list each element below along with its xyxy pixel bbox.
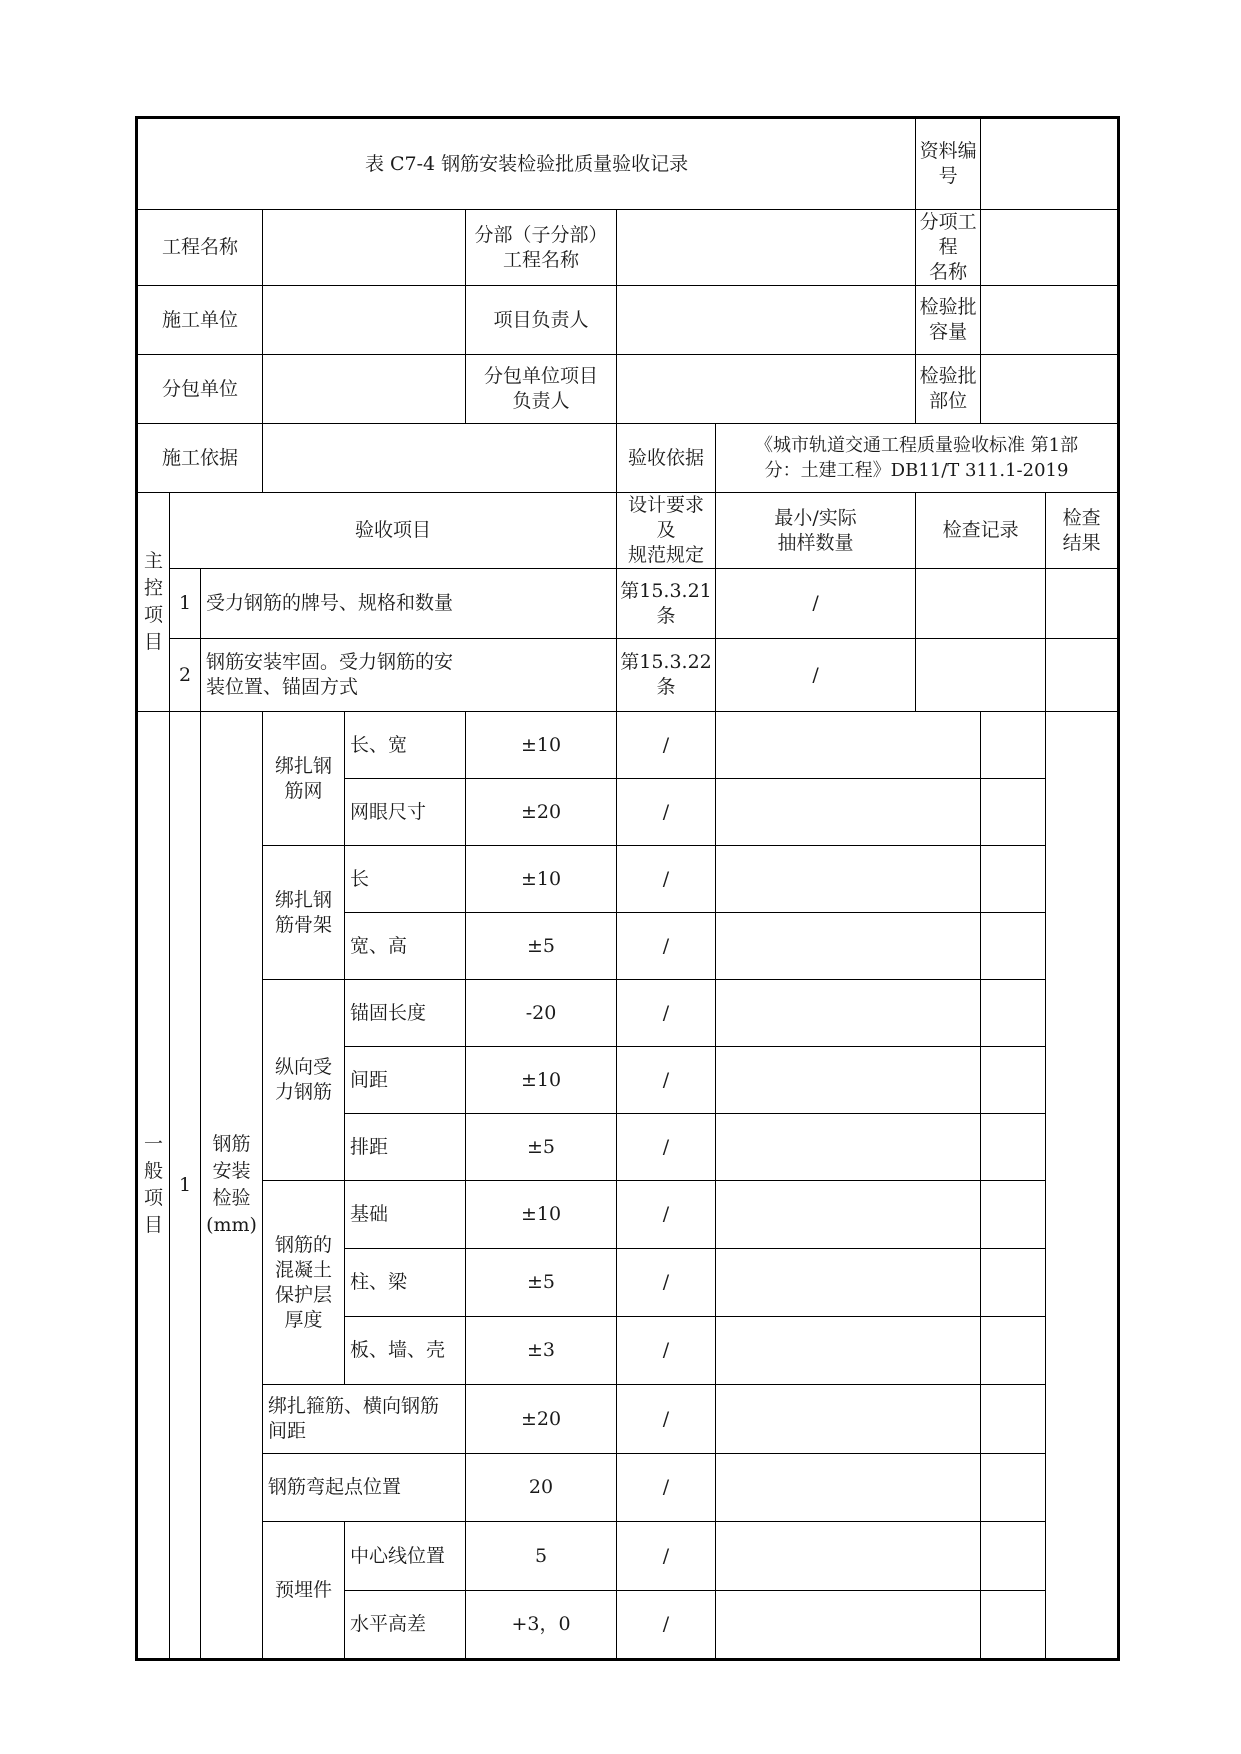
col-item-header: 验收项目: [170, 493, 617, 569]
contractor-value[interactable]: [263, 286, 466, 355]
row-result[interactable]: [981, 1522, 1046, 1591]
row-result[interactable]: [981, 846, 1046, 913]
division-label: 分部（子分部） 工程名称: [466, 210, 617, 286]
acceptance-basis-value: 《城市轨道交通工程质量验收标准 第1部 分：土建工程》DB11/T 311.1-2019: [716, 424, 1119, 493]
row-name: 中心线位置: [345, 1522, 466, 1591]
col-record-header: 检查记录: [916, 493, 1046, 569]
subcontractor-label: 分包单位: [137, 355, 263, 424]
row-record[interactable]: [716, 1454, 981, 1522]
row-record[interactable]: [716, 1181, 981, 1249]
main-item-sample[interactable]: /: [716, 639, 916, 712]
row-result[interactable]: [981, 913, 1046, 980]
subitem-value[interactable]: [981, 210, 1119, 286]
row-name: 网眼尺寸: [345, 779, 466, 846]
pm-label: 项目负责人: [466, 286, 617, 355]
row-result[interactable]: [981, 980, 1046, 1047]
inspection-record-table: [135, 116, 1120, 1661]
row-name: 水平高差: [345, 1591, 466, 1660]
row-sample[interactable]: /: [617, 1522, 716, 1591]
row-sample[interactable]: /: [617, 1047, 716, 1114]
construction-basis-value[interactable]: [263, 424, 617, 493]
row-sample[interactable]: /: [617, 1181, 716, 1249]
subitem-label: 分项工程 名称: [916, 210, 981, 286]
main-item-req: 第15.3.21条: [617, 569, 716, 639]
row-sample[interactable]: /: [617, 1114, 716, 1181]
main-control-label: 主 控 项 目: [137, 493, 170, 712]
row-tolerance: ±5: [466, 913, 617, 980]
sub-pm-label: 分包单位项目 负责人: [466, 355, 617, 424]
row-tolerance: ±10: [466, 1181, 617, 1249]
row-result[interactable]: [981, 1454, 1046, 1522]
main-item-req: 第15.3.22条: [617, 639, 716, 712]
row-record[interactable]: [716, 1317, 981, 1385]
row-sample[interactable]: /: [617, 1454, 716, 1522]
form-title: 表 C7-4 钢筋安装检验批质量验收记录: [137, 118, 916, 210]
row-name: 柱、梁: [345, 1249, 466, 1317]
main-item-text: 钢筋安装牢固。受力钢筋的安 装位置、锚固方式: [201, 639, 617, 712]
row-result[interactable]: [981, 1114, 1046, 1181]
subgroup-label: 钢筋的 混凝土 保护层 厚度: [263, 1181, 345, 1385]
doc-no-value[interactable]: [981, 118, 1119, 210]
row-record[interactable]: [716, 1249, 981, 1317]
row-sample[interactable]: /: [617, 1591, 716, 1660]
row-record[interactable]: [716, 1591, 981, 1660]
row-record[interactable]: [716, 1522, 981, 1591]
general-item-no: 1: [170, 712, 201, 1660]
row-name: 排距: [345, 1114, 466, 1181]
row-result[interactable]: [981, 1249, 1046, 1317]
row-sample[interactable]: /: [617, 1385, 716, 1454]
col-requirement-header: 设计要求及 规范规定: [617, 493, 716, 569]
row-tolerance: ±10: [466, 712, 617, 779]
main-item-result[interactable]: [1046, 639, 1119, 712]
row-tolerance: ±5: [466, 1249, 617, 1317]
project-name-value[interactable]: [263, 210, 466, 286]
col-sample-header: 最小/实际 抽样数量: [716, 493, 916, 569]
row-sample[interactable]: /: [617, 779, 716, 846]
row-name: 长、宽: [345, 712, 466, 779]
row-tolerance: ±10: [466, 846, 617, 913]
row-result[interactable]: [981, 1385, 1046, 1454]
row-sample[interactable]: /: [617, 712, 716, 779]
row-tolerance: ±10: [466, 1047, 617, 1114]
general-label: 一 般 项 目: [137, 712, 170, 1660]
capacity-label: 检验批容量: [916, 286, 981, 355]
row-sample[interactable]: /: [617, 1317, 716, 1385]
main-item-sample[interactable]: /: [716, 569, 916, 639]
row-result[interactable]: [981, 779, 1046, 846]
subcontractor-value[interactable]: [263, 355, 466, 424]
embedded-parts-label: 预埋件: [263, 1522, 345, 1660]
general-group-label: 钢筋 安装 检验 (mm): [201, 712, 263, 1660]
row-tolerance: ±5: [466, 1114, 617, 1181]
subgroup-label: 绑扎钢 筋骨架: [263, 846, 345, 980]
row-result[interactable]: [981, 712, 1046, 779]
contractor-label: 施工单位: [137, 286, 263, 355]
doc-no-label: 资料编号: [916, 118, 981, 210]
sub-pm-value[interactable]: [617, 355, 916, 424]
row-tolerance: ±20: [466, 1385, 617, 1454]
main-item-text: 受力钢筋的牌号、规格和数量: [201, 569, 617, 639]
row-record[interactable]: [716, 712, 981, 779]
row-result[interactable]: [981, 1047, 1046, 1114]
stirrup-spacing-label: 绑扎箍筋、横向钢筋 间距: [263, 1385, 466, 1454]
main-item-record[interactable]: [916, 639, 1046, 712]
row-name: 基础: [345, 1181, 466, 1249]
row-record[interactable]: [716, 1047, 981, 1114]
main-item-result[interactable]: [1046, 569, 1119, 639]
main-item-no: 1: [170, 569, 201, 639]
acceptance-basis-label: 验收依据: [617, 424, 716, 493]
batch-location-value[interactable]: [981, 355, 1119, 424]
row-tolerance: -20: [466, 980, 617, 1047]
project-name-label: 工程名称: [137, 210, 263, 286]
row-result[interactable]: [981, 1181, 1046, 1249]
batch-location-label: 检验批部位: [916, 355, 981, 424]
row-name: 锚固长度: [345, 980, 466, 1047]
subgroup-label: 纵向受 力钢筋: [263, 980, 345, 1181]
row-sample[interactable]: /: [617, 846, 716, 913]
row-name: 宽、高: [345, 913, 466, 980]
division-value[interactable]: [617, 210, 916, 286]
bend-point-label: 钢筋弯起点位置: [263, 1454, 466, 1522]
row-record[interactable]: [716, 913, 981, 980]
row-record[interactable]: [716, 846, 981, 913]
row-result[interactable]: [981, 1591, 1046, 1660]
row-record[interactable]: [716, 1114, 981, 1181]
main-item-record[interactable]: [916, 569, 1046, 639]
row-name: 长: [345, 846, 466, 913]
subgroup-label: 绑扎钢 筋网: [263, 712, 345, 846]
row-tolerance: +3，0: [466, 1591, 617, 1660]
pm-value[interactable]: [617, 286, 916, 355]
row-record[interactable]: [716, 980, 981, 1047]
capacity-value[interactable]: [981, 286, 1119, 355]
row-tolerance: 20: [466, 1454, 617, 1522]
row-sample[interactable]: /: [617, 913, 716, 980]
main-item-no: 2: [170, 639, 201, 712]
row-tolerance: 5: [466, 1522, 617, 1591]
row-tolerance: ±20: [466, 779, 617, 846]
col-result-header: 检查 结果: [1046, 493, 1119, 569]
row-sample[interactable]: /: [617, 980, 716, 1047]
row-record[interactable]: [716, 1385, 981, 1454]
construction-basis-label: 施工依据: [137, 424, 263, 493]
row-record[interactable]: [716, 779, 981, 846]
row-result[interactable]: [981, 1317, 1046, 1385]
row-name: 间距: [345, 1047, 466, 1114]
row-name: 板、墙、壳: [345, 1317, 466, 1385]
row-sample[interactable]: /: [617, 1249, 716, 1317]
row-tolerance: ±3: [466, 1317, 617, 1385]
